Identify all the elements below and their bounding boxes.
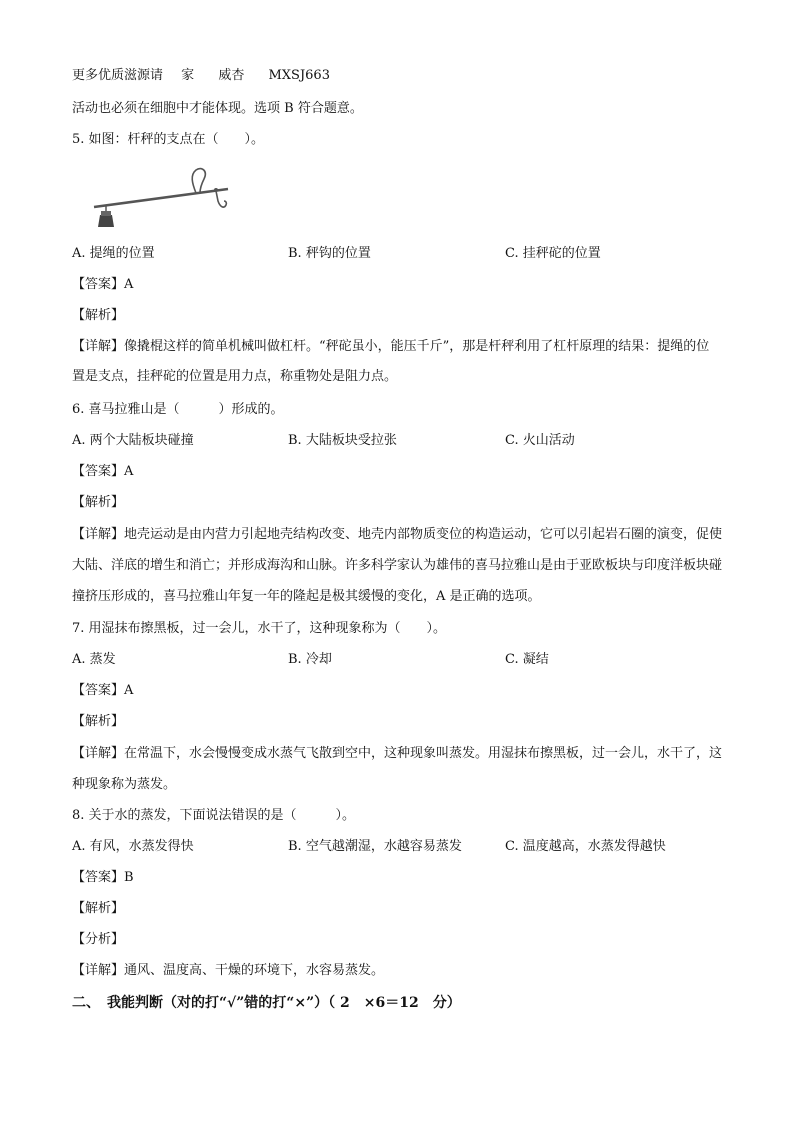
q5-jiexi: 【解析】 bbox=[72, 308, 125, 323]
q7-stem: 7. 用湿抹布擦黑板，过一会儿，水干了，这种现象称为（ ）。 bbox=[72, 621, 447, 636]
steelyard-image bbox=[88, 165, 238, 233]
q7-option-b: B. 冷却 bbox=[288, 652, 332, 667]
steelyard-hook bbox=[216, 191, 226, 207]
q6-detail: 【详解】地壳运动是由内营力引起地壳结构改变、地壳内部物质变位的构造运动，它可以引起岩石圈的演变，促使大陆、洋底的增生和消亡；并形成海沟和山脉。许多科学家认为雄伟的喜马拉雅山是由于亚欧板块与印度洋板块碰撞挤压形成的，喜马拉雅山年复一年的隆起是极其缓慢的变化，A 是正确的选项。 bbox=[72, 527, 723, 604]
section-two-heading: 二、 我能判断（对的打“√”错的打“×”）（ 2 ×6＝12 分） bbox=[72, 995, 461, 1011]
steelyard-weight bbox=[98, 215, 114, 227]
header-text-a: 更多优质滋源请 bbox=[72, 68, 164, 83]
q6-option-b: B. 大陆板块受拉张 bbox=[288, 433, 397, 448]
q6-answer: 【答案】A bbox=[72, 464, 134, 479]
q7-option-c: C. 凝结 bbox=[505, 652, 549, 667]
q7-answer: 【答案】A bbox=[72, 683, 134, 698]
q8-detail: 【详解】通风、温度高、干燥的环境下，水容易蒸发。 bbox=[72, 963, 385, 978]
steelyard-rope bbox=[192, 169, 205, 193]
q6-jiexi: 【解析】 bbox=[72, 495, 125, 510]
q8-option-c: C. 温度越高，水蒸发得越快 bbox=[505, 839, 666, 854]
q8-answer: 【答案】B bbox=[72, 870, 134, 885]
header-line bbox=[72, 67, 330, 85]
q5-answer: 【答案】A bbox=[72, 277, 134, 292]
q8-option-a: A. 有风，水蒸发得快 bbox=[72, 839, 194, 854]
q8-stem: 8. 关于水的蒸发，下面说法错误的是（ ）。 bbox=[72, 808, 356, 823]
q5-option-c: C. 挂秤砣的位置 bbox=[505, 246, 601, 261]
q5-option-a: A. 提绳的位置 bbox=[72, 246, 155, 261]
q6-stem: 6. 喜马拉雅山是（ ）形成的。 bbox=[72, 402, 284, 417]
q7-jiexi: 【解析】 bbox=[72, 714, 125, 729]
q8-fenxi: 【分析】 bbox=[72, 932, 125, 947]
q7-option-a: A. 蒸发 bbox=[72, 652, 116, 667]
q8-jiexi: 【解析】 bbox=[72, 901, 125, 916]
q8-option-b: B. 空气越潮湿，水越容易蒸发 bbox=[288, 839, 462, 854]
q6-option-c: C. 火山活动 bbox=[505, 433, 575, 448]
q5-option-b: B. 秤钩的位置 bbox=[288, 246, 371, 261]
q5-stem: 5. 如图：杆秤的支点在（ ）。 bbox=[72, 132, 265, 147]
header-text-d: MXSJ663 bbox=[268, 68, 330, 83]
q7-detail: 【详解】在常温下，水会慢慢变成水蒸气飞散到空中，这种现象叫蒸发。用湿抹布擦黑板，过一会儿，水干了，这种现象称为蒸发。 bbox=[72, 746, 723, 792]
header-text-c: 威杏 bbox=[218, 68, 245, 83]
q5-detail: 【详解】像撬棍这样的简单机械叫做杠杆。“秤砣虽小，能压千斤”，那是杆秤利用了杠杆原理的结果：提绳的位置是支点，挂秤砣的位置是用力点，称重物处是阻力点。 bbox=[72, 339, 710, 384]
steelyard-beam bbox=[94, 189, 228, 207]
header-text-b: 家 bbox=[181, 68, 195, 83]
q6-option-a: A. 两个大陆板块碰撞 bbox=[72, 433, 194, 448]
intro-text: 活动也必须在细胞中才能体现。选项 B 符合题意。 bbox=[72, 101, 363, 116]
